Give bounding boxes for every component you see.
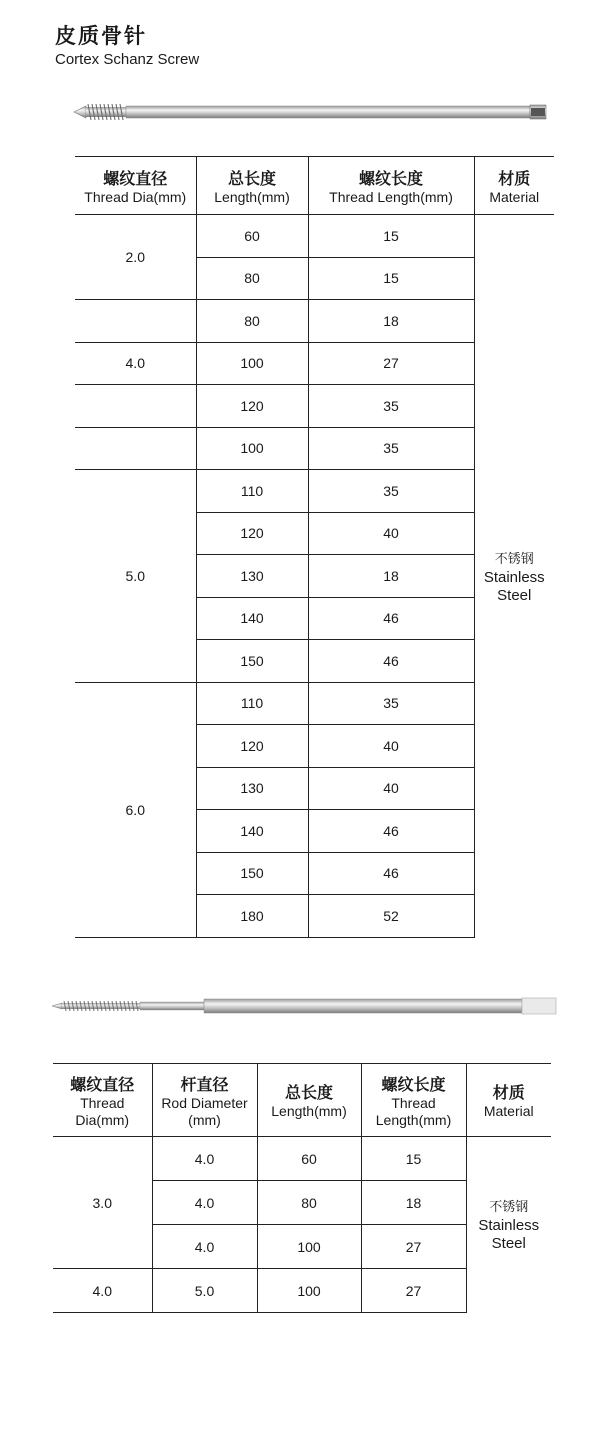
rod-diameter-cell: 4.0: [152, 1225, 257, 1269]
thread-length-cell: 35: [308, 682, 474, 725]
length-cell: 80: [257, 1181, 361, 1225]
thread-dia-cell-empty: [75, 385, 196, 428]
spec-table-cortex: [75, 156, 554, 938]
thread-length-cell: 35: [308, 470, 474, 513]
thread-dia-cell-empty: [75, 300, 196, 343]
header-thread-dia: 螺纹直径 Thread Dia(mm): [53, 1064, 152, 1137]
header-material: 材质 Material: [466, 1064, 551, 1137]
length-cell: 100: [257, 1269, 361, 1313]
schanz-screw-illustration: [72, 98, 552, 128]
thread-length-cell: 46: [308, 852, 474, 895]
table-row: [75, 215, 554, 258]
thread-length-cell: 15: [308, 215, 474, 258]
length-cell: 80: [196, 300, 308, 343]
thread-length-cell: 15: [361, 1137, 466, 1181]
thread-length-cell: 35: [308, 427, 474, 470]
length-cell: 180: [196, 895, 308, 938]
thread-length-cell: 46: [308, 597, 474, 640]
spec-table-rod: [53, 1063, 551, 1313]
thread-length-cell: 18: [308, 300, 474, 343]
page-title: 皮质骨针: [55, 24, 147, 48]
thread-length-cell: 35: [308, 385, 474, 428]
thread-dia-cell: 2.0: [75, 215, 196, 300]
length-cell: 150: [196, 640, 308, 683]
rod-diameter-cell: 4.0: [152, 1181, 257, 1225]
thread-length-cell: 18: [361, 1181, 466, 1225]
length-cell: 80: [196, 257, 308, 300]
header-rod-diameter: 杆直径 Rod Diameter (mm): [152, 1064, 257, 1137]
table-row: [53, 1137, 551, 1181]
length-cell: 100: [196, 342, 308, 385]
thread-length-cell: 27: [308, 342, 474, 385]
thread-length-cell: 15: [308, 257, 474, 300]
thread-length-cell: 40: [308, 767, 474, 810]
thread-dia-cell: 4.0: [53, 1269, 152, 1313]
thread-dia-cell: 5.0: [75, 470, 196, 683]
length-cell: 100: [257, 1225, 361, 1269]
thread-length-cell: 46: [308, 810, 474, 853]
length-cell: 60: [196, 215, 308, 258]
header-length: 总长度 Length(mm): [257, 1064, 361, 1137]
length-cell: 60: [257, 1137, 361, 1181]
length-cell: 120: [196, 725, 308, 768]
thread-length-cell: 52: [308, 895, 474, 938]
header-thread-length: 螺纹长度 Thread Length(mm): [308, 157, 474, 215]
thread-length-cell: 27: [361, 1225, 466, 1269]
length-cell: 100: [196, 427, 308, 470]
thread-length-cell: 46: [308, 640, 474, 683]
page-subtitle: Cortex Schanz Screw: [55, 51, 200, 68]
length-cell: 150: [196, 852, 308, 895]
length-cell: 130: [196, 767, 308, 810]
header-thread-length: 螺纹长度 Thread Length(mm): [361, 1064, 466, 1137]
length-cell: 140: [196, 597, 308, 640]
thread-dia-cell: 6.0: [75, 682, 196, 937]
material-cell: 不锈钢 Stainless Steel: [478, 1200, 540, 1253]
thread-dia-cell: 3.0: [53, 1137, 152, 1269]
thread-length-cell: 27: [361, 1269, 466, 1313]
thread-length-cell: 40: [308, 512, 474, 555]
thread-dia-cell-empty: [75, 427, 196, 470]
length-cell: 110: [196, 682, 308, 725]
rod-diameter-cell: 4.0: [152, 1137, 257, 1181]
material-cell: 不锈钢 Stainless Steel: [483, 551, 545, 604]
length-cell: 120: [196, 512, 308, 555]
header-thread-dia: 螺纹直径 Thread Dia(mm): [75, 157, 196, 215]
thread-length-cell: 40: [308, 725, 474, 768]
schanz-screw-rod-illustration: [50, 992, 560, 1020]
thread-dia-cell: 4.0: [75, 342, 196, 385]
length-cell: 110: [196, 470, 308, 513]
rod-diameter-cell: 5.0: [152, 1269, 257, 1313]
thread-length-cell: 18: [308, 555, 474, 598]
header-length: 总长度 Length(mm): [196, 157, 308, 215]
length-cell: 140: [196, 810, 308, 853]
length-cell: 120: [196, 385, 308, 428]
length-cell: 130: [196, 555, 308, 598]
header-material: 材质 Material: [474, 157, 554, 215]
